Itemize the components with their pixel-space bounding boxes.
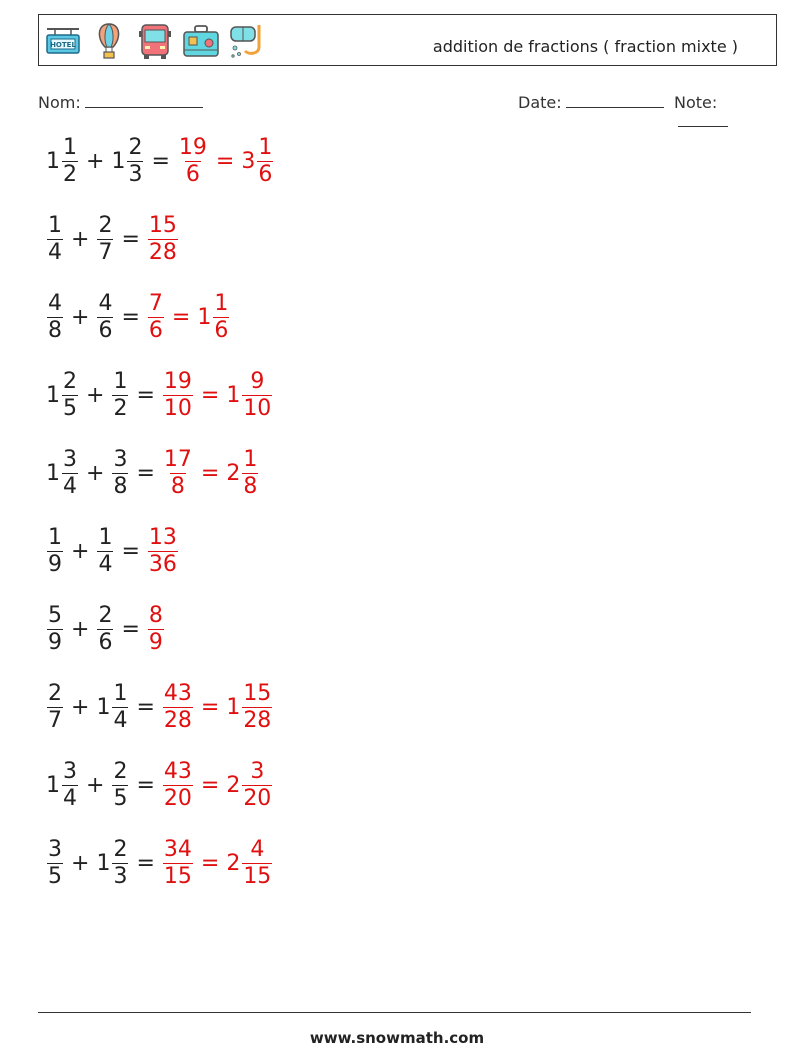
note-field[interactable]	[674, 93, 770, 131]
addend-b-fraction	[112, 369, 128, 422]
answer	[162, 681, 273, 734]
problem-row	[46, 130, 274, 192]
answer-mixed-denominator: 6	[258, 161, 273, 187]
footer-url: www.snowmath.com	[309, 1029, 485, 1047]
answer-improper-denominator: 20	[163, 785, 192, 811]
addend-a-numerator: 3	[63, 446, 77, 472]
addend-a-fraction	[62, 759, 78, 812]
answer-mixed-denominator: 6	[214, 317, 229, 343]
answer-improper-fraction	[178, 135, 208, 188]
answer-improper-denominator: 15	[163, 863, 192, 889]
date-blank[interactable]	[566, 93, 664, 108]
equals-sign: =	[121, 616, 140, 642]
answer-improper-fraction	[163, 681, 193, 734]
answer-equals-sign: =	[215, 148, 235, 174]
answer-mixed-numerator: 1	[243, 446, 258, 472]
equals-sign: =	[136, 772, 155, 798]
addend-b-numerator: 3	[113, 446, 128, 472]
name-label: Nom:	[38, 93, 81, 112]
answer	[177, 135, 274, 188]
addend-a-fraction	[47, 291, 63, 344]
plus-sign: +	[86, 460, 105, 486]
addend-b-numerator: 4	[98, 290, 113, 316]
plus-sign: +	[86, 772, 105, 798]
addend-a-fraction	[62, 447, 78, 500]
problem-row	[46, 208, 179, 270]
answer-improper-fraction	[148, 525, 178, 578]
plus-sign: +	[71, 304, 90, 330]
addend-a-fraction	[47, 213, 63, 266]
answer-mixed-whole: 2	[226, 772, 241, 798]
addend-b-denominator: 4	[98, 551, 113, 577]
name-field[interactable]	[38, 93, 203, 112]
hotel-sign-icon	[43, 21, 83, 61]
answer-mixed-numerator: 9	[250, 368, 265, 394]
answer-improper-denominator: 28	[163, 707, 192, 733]
problem-row	[46, 832, 273, 894]
worksheet-title: addition de fractions ( fraction mixte )	[432, 37, 738, 56]
answer-mixed-denominator: 28	[243, 707, 272, 733]
answer	[162, 759, 273, 812]
answer-improper-denominator: 9	[148, 629, 163, 655]
problem-row	[46, 520, 179, 582]
answer-improper-denominator: 6	[148, 317, 163, 343]
plus-sign: +	[86, 148, 105, 174]
answer-mixed-numerator: 3	[250, 758, 265, 784]
equals-sign: =	[136, 850, 155, 876]
addend-b-fraction	[97, 213, 113, 266]
plus-sign: +	[71, 850, 90, 876]
addend-a-denominator: 9	[48, 629, 62, 655]
addend-b-numerator: 2	[113, 836, 128, 862]
addend-a-numerator: 2	[63, 368, 77, 394]
answer	[162, 837, 273, 890]
addend-a-whole: 1	[46, 148, 60, 174]
addend-a-numerator: 1	[48, 524, 62, 550]
addend-a-denominator: 5	[63, 395, 77, 421]
answer	[147, 603, 165, 656]
answer-improper-denominator: 10	[163, 395, 192, 421]
addend-a-numerator: 3	[63, 758, 77, 784]
addend-a-denominator: 4	[63, 785, 77, 811]
note-label: Note:	[674, 93, 718, 112]
answer-improper-numerator: 19	[178, 134, 207, 160]
answer-improper-denominator: 6	[185, 161, 200, 187]
addend-b-numerator: 1	[113, 680, 128, 706]
answer-improper-numerator: 34	[163, 836, 192, 862]
addend-a-numerator: 3	[48, 836, 62, 862]
answer	[147, 291, 230, 344]
note-blank[interactable]	[678, 112, 728, 127]
addend-a-denominator: 4	[48, 239, 62, 265]
answer-improper-numerator: 15	[148, 212, 177, 238]
answer-equals-sign: =	[200, 382, 220, 408]
answer-mixed-fraction	[242, 837, 272, 890]
student-fields	[38, 93, 770, 117]
addend-a-whole: 1	[46, 460, 60, 486]
addend-a-fraction	[47, 525, 63, 578]
addend-b-denominator: 3	[128, 161, 143, 187]
addend-a-numerator: 5	[48, 602, 62, 628]
addend-a-fraction	[47, 603, 63, 656]
addend-a-numerator: 2	[48, 680, 62, 706]
equals-sign: =	[121, 304, 140, 330]
equals-sign: =	[121, 538, 140, 564]
addend-b-denominator: 5	[113, 785, 128, 811]
answer-equals-sign: =	[200, 460, 220, 486]
addend-b-fraction	[127, 135, 143, 188]
addend-b-fraction	[112, 837, 128, 890]
addend-a-fraction	[47, 681, 63, 734]
footer-divider	[38, 1012, 751, 1013]
answer-mixed-denominator: 20	[243, 785, 272, 811]
plus-sign: +	[71, 694, 90, 720]
addend-a-denominator: 4	[63, 473, 77, 499]
answer-mixed-whole: 2	[226, 460, 241, 486]
addend-b-numerator: 2	[128, 134, 143, 160]
answer-mixed-whole: 2	[226, 850, 241, 876]
answer-improper-numerator: 43	[163, 758, 192, 784]
addend-b-fraction	[97, 603, 113, 656]
addend-b-denominator: 8	[113, 473, 128, 499]
answer-equals-sign: =	[171, 304, 191, 330]
equals-sign: =	[136, 460, 155, 486]
addend-b-numerator: 1	[98, 524, 113, 550]
addend-b-denominator: 4	[113, 707, 128, 733]
addend-b-fraction	[112, 759, 128, 812]
addend-b-fraction	[97, 291, 113, 344]
addend-a-denominator: 5	[48, 863, 62, 889]
answer-improper-numerator: 19	[163, 368, 192, 394]
answer-mixed-numerator: 4	[250, 836, 265, 862]
answer-mixed-numerator: 1	[258, 134, 273, 160]
answer-mixed-fraction	[242, 759, 272, 812]
addend-a-fraction	[47, 837, 63, 890]
addend-a-denominator: 8	[48, 317, 62, 343]
addend-b-numerator: 1	[113, 368, 128, 394]
answer-improper-numerator: 7	[148, 290, 163, 316]
answer-mixed-fraction	[213, 291, 229, 344]
answer-equals-sign: =	[200, 850, 220, 876]
addend-a-denominator: 2	[63, 161, 77, 187]
addend-a-fraction	[62, 135, 78, 188]
addend-a-whole: 1	[46, 772, 60, 798]
answer-improper-fraction	[163, 759, 193, 812]
plus-sign: +	[86, 382, 105, 408]
answer-mixed-whole: 3	[241, 148, 256, 174]
answer-mixed-whole: 1	[226, 694, 241, 720]
icon-strip	[43, 21, 267, 61]
addend-a-whole: 1	[46, 382, 60, 408]
equals-sign: =	[136, 694, 155, 720]
answer-mixed-numerator: 1	[214, 290, 229, 316]
answer-improper-fraction	[163, 837, 193, 890]
answer	[162, 447, 259, 500]
answer-mixed-fraction	[257, 135, 273, 188]
bus-icon	[135, 21, 175, 61]
addend-b-denominator: 6	[98, 317, 113, 343]
plus-sign: +	[71, 538, 90, 564]
answer-equals-sign: =	[200, 694, 220, 720]
problem-row	[46, 286, 230, 348]
addend-b-numerator: 2	[113, 758, 128, 784]
answer-improper-fraction	[148, 213, 178, 266]
equals-sign: =	[136, 382, 155, 408]
answer-improper-fraction	[148, 603, 164, 656]
answer-improper-numerator: 17	[163, 446, 192, 472]
answer-improper-numerator: 8	[148, 602, 163, 628]
date-field[interactable]	[518, 93, 664, 112]
addend-b-fraction	[112, 681, 128, 734]
answer-mixed-denominator: 8	[243, 473, 258, 499]
answer	[147, 213, 179, 266]
answer	[162, 369, 273, 422]
addend-b-numerator: 2	[98, 212, 113, 238]
answer-mixed-denominator: 10	[243, 395, 272, 421]
answer-mixed-fraction	[242, 369, 272, 422]
worksheet-header	[38, 14, 777, 66]
addend-b-denominator: 7	[98, 239, 113, 265]
answer-improper-numerator: 43	[163, 680, 192, 706]
answer-mixed-fraction	[242, 681, 272, 734]
answer-mixed-fraction	[242, 447, 258, 500]
hot-air-balloon-icon	[89, 21, 129, 61]
answer-mixed-denominator: 15	[243, 863, 272, 889]
addend-a-denominator: 9	[48, 551, 62, 577]
answer-improper-denominator: 36	[148, 551, 177, 577]
suitcase-icon	[181, 21, 221, 61]
problem-row	[46, 598, 165, 660]
answer	[147, 525, 179, 578]
addend-a-numerator: 4	[48, 290, 62, 316]
addend-b-numerator: 2	[98, 602, 113, 628]
answer-improper-fraction	[148, 291, 164, 344]
problem-row	[46, 676, 273, 738]
addend-a-fraction	[62, 369, 78, 422]
answer-mixed-whole: 1	[226, 382, 241, 408]
problem-row	[46, 364, 273, 426]
addend-b-whole: 1	[96, 694, 111, 720]
answer-mixed-numerator: 15	[243, 680, 272, 706]
answer-improper-fraction	[163, 369, 193, 422]
snorkel-mask-icon	[227, 21, 267, 61]
plus-sign: +	[71, 616, 90, 642]
date-label: Date:	[518, 93, 562, 112]
addend-b-denominator: 3	[113, 863, 128, 889]
addend-a-numerator: 1	[63, 134, 77, 160]
equals-sign: =	[121, 226, 140, 252]
addend-a-denominator: 7	[48, 707, 62, 733]
answer-improper-denominator: 8	[170, 473, 185, 499]
addend-b-denominator: 2	[113, 395, 128, 421]
answer-mixed-whole: 1	[197, 304, 212, 330]
problem-row	[46, 442, 259, 504]
answer-improper-fraction	[163, 447, 193, 500]
addend-b-fraction	[97, 525, 113, 578]
answer-equals-sign: =	[200, 772, 220, 798]
plus-sign: +	[71, 226, 90, 252]
addend-a-numerator: 1	[48, 212, 62, 238]
problem-row	[46, 754, 273, 816]
svg-text:HOTEL: HOTEL	[50, 41, 76, 49]
addend-b-whole: 1	[96, 850, 111, 876]
addend-b-denominator: 6	[98, 629, 113, 655]
name-blank[interactable]	[85, 93, 203, 108]
answer-improper-denominator: 28	[148, 239, 177, 265]
addend-b-fraction	[112, 447, 128, 500]
answer-improper-numerator: 13	[148, 524, 177, 550]
equals-sign: =	[151, 148, 170, 174]
addend-b-whole: 1	[111, 148, 126, 174]
